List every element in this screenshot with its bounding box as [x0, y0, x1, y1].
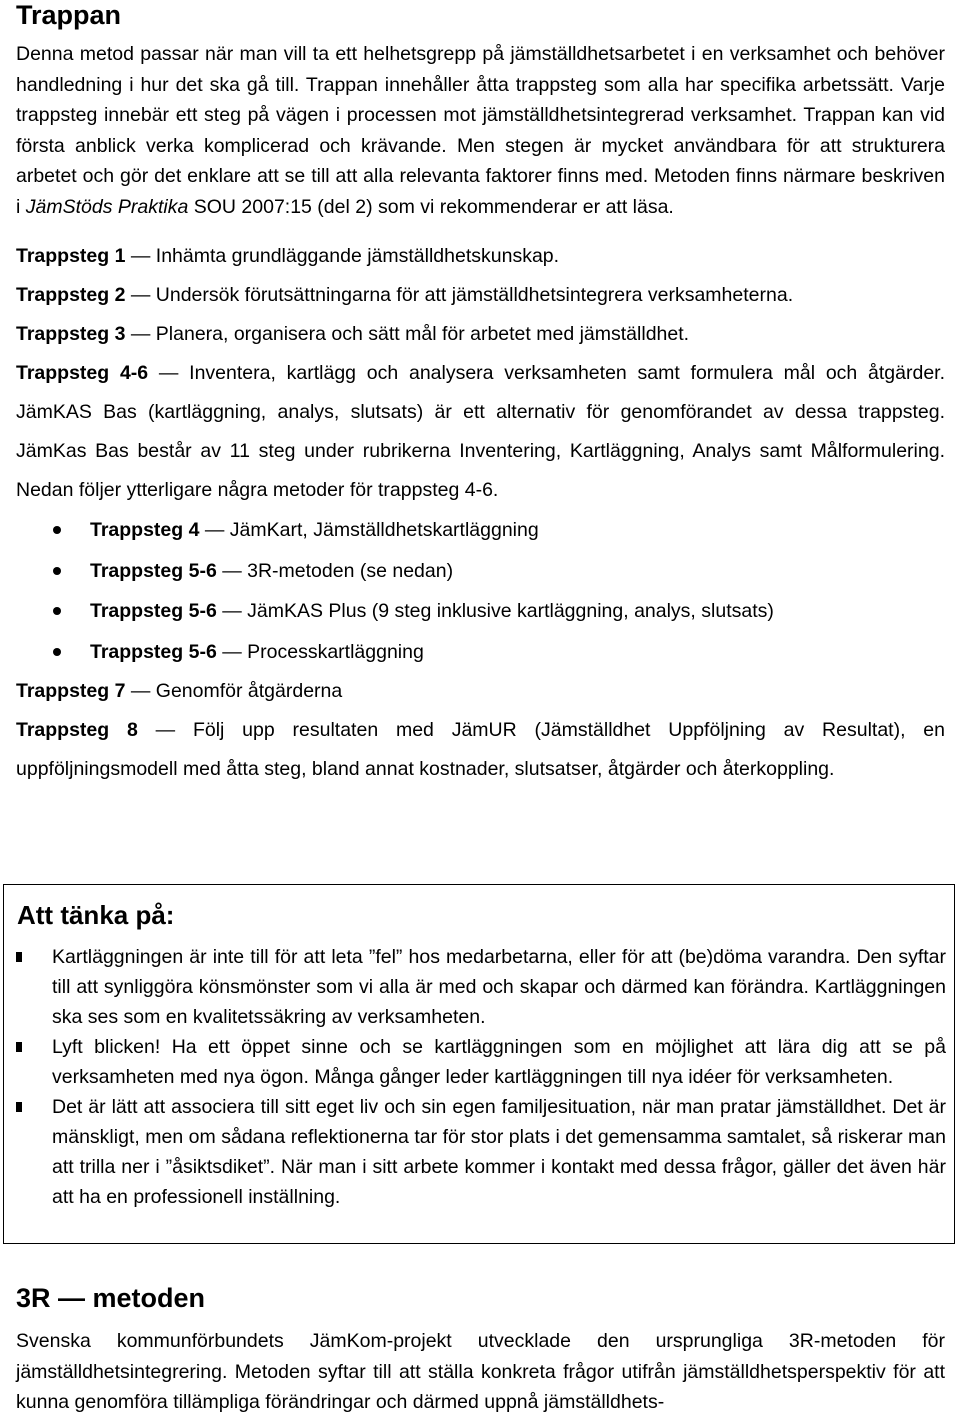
step-1 — [16, 237, 945, 276]
bullet-label: Trappsteg 5-6 — [90, 600, 217, 622]
step-text: — Genomför åtgärderna — [125, 680, 343, 702]
step-8 — [16, 711, 945, 789]
step-2 — [16, 276, 945, 315]
square-bullet-icon — [16, 1102, 22, 1112]
intro-italic-reference: JämStöds Praktika — [25, 195, 189, 218]
bullet-text: — JämKart, Jämställdhetskartläggning — [199, 519, 539, 541]
square-bullet-icon — [16, 1042, 22, 1052]
step-7 — [16, 672, 945, 711]
step-4-6 — [16, 354, 945, 510]
bullet-label: Trappsteg 5-6 — [90, 559, 217, 582]
bullet-icon — [53, 526, 61, 534]
list-item — [16, 1092, 946, 1212]
section-heading: 3R — metoden — [16, 1283, 206, 1313]
intro-text-end: SOU 2007:15 (del 2) som vi rekommenderar er att läsa. — [188, 195, 674, 218]
square-bullet-icon — [16, 952, 22, 962]
section-paragraph: Svenska kommunförbundets JämKom-projekt utvecklade den ursprungliga 3R-metoden för jämställdhetsintegrering. Metoden syftar till att ställa konkreta frågor utifrån jämställdhetsperspektiv för att kunna genomföra tillämpliga förändringar och därmed uppnå jämställdhets- — [16, 1330, 945, 1413]
document-page — [16, 0, 945, 789]
think-item-text: Kartläggningen är inte till för att leta ”fel” hos medarbetarna, eller för att (be)döma varandra. Den syftar till att synliggöra könsmönster som vi alla är med och skapar och därmed kan förändra. Kartläggningen ska ses som en kvalitetssäkring av verksamheten. — [52, 946, 946, 1028]
bullet-text: — JämKAS Plus (9 steg inklusive kartläggning, analys, slutsats) — [216, 600, 774, 622]
think-about-box — [3, 884, 955, 1244]
think-item-text: Lyft blicken! Ha ett öppet sinne och se kartläggningen som en möjlighet att lära dig att se på verksamheten med nya ögon. Många gånger leder kartläggningen till nya idéer för verksamheten. — [52, 1036, 946, 1088]
step-label: Trappsteg 2 — [16, 284, 126, 306]
step-label: Trappsteg 7 — [16, 680, 126, 702]
bullet-label: Trappsteg 4 — [90, 519, 200, 541]
list-item — [16, 510, 945, 551]
step-label: Trappsteg 1 — [16, 245, 126, 267]
think-box-heading: Att tänka på: — [17, 900, 175, 930]
bullet-icon — [53, 567, 61, 575]
method-bullet-list — [16, 510, 945, 672]
step-label: Trappsteg 8 — [16, 719, 138, 741]
step-label: Trappsteg 3 — [16, 323, 126, 345]
bullet-label: Trappsteg 5-6 — [90, 640, 217, 663]
list-item — [16, 942, 946, 1032]
think-item-text: Det är lätt att associera till sitt eget liv och sin egen familjesituation, när man pratar jämställdhet. Det är mänskligt, men om sådana reflektionerna tar för stor plats i det gemensamma samtalet, så riskerar man att trilla ner i ”åsiktsdiket”. När man i sitt arbete kommer i kontakt med dessa frågor, gäller det även här att ha en professionell inställning. — [52, 1096, 946, 1208]
list-item — [16, 632, 945, 673]
step-3 — [16, 315, 945, 354]
step-text: — Inhämta grundläggande jämställdhetskunskap. — [125, 245, 560, 267]
bullet-icon — [53, 607, 61, 615]
step-text: — Inventera, kartlägg och analysera verksamheten samt formulera mål och åtgärder. JämKAS Bas (kartläggning, analys, slutsats) är ett alternativ för genomförandet av dessa trappsteg. JämKas Bas består av 11 steg under rubrikerna Inventering, Kartläggning, Analys samt Målformulering. Nedan följer ytterligare några metoder för trappsteg 4-6. — [16, 362, 945, 501]
bullet-text: — 3R-metoden (se nedan) — [216, 559, 454, 582]
section-3r-method — [16, 1280, 945, 1418]
bullet-icon — [53, 648, 61, 656]
step-label: Trappsteg 4-6 — [16, 362, 149, 384]
step-text: — Planera, organisera och sätt mål för arbetet med jämställdhet. — [125, 323, 690, 345]
list-item — [16, 551, 945, 592]
list-item — [16, 1032, 946, 1092]
steps-list — [16, 237, 945, 789]
intro-text: Denna metod passar när man vill ta ett helhetsgrepp på jämställdhetsarbetet i en verksamhet och behöver handledning i hur det ska gå till. Trappan innehåller åtta trappsteg som alla har specifika arbetssätt. Varje trappsteg innebär ett steg på vägen i processen mot jämställdhetsintegrerad verksamhet. Trappan kan vid första anblick verka komplicerad och krävande. Men stegen är mycket användbara för att strukturera arbetet och gör det enklare att se till att alla relevanta faktorer finns med. Metoden finns närmare beskriven i — [16, 43, 945, 218]
step-text: — Följ upp resultaten med JämUR (Jämställdhet Uppföljning av Resultat), en uppföljningsmodell med åtta steg, bland annat kostnader, slutsatser, åtgärder och återkoppling. — [16, 719, 945, 780]
list-item — [16, 591, 945, 632]
intro-paragraph — [16, 39, 945, 222]
page-title: Trappan — [16, 0, 122, 30]
bullet-text: — Processkartläggning — [216, 640, 424, 663]
think-box-list — [16, 942, 946, 1212]
step-text: — Undersök förutsättningarna för att jämställdhetsintegrera verksamheterna. — [125, 284, 794, 306]
